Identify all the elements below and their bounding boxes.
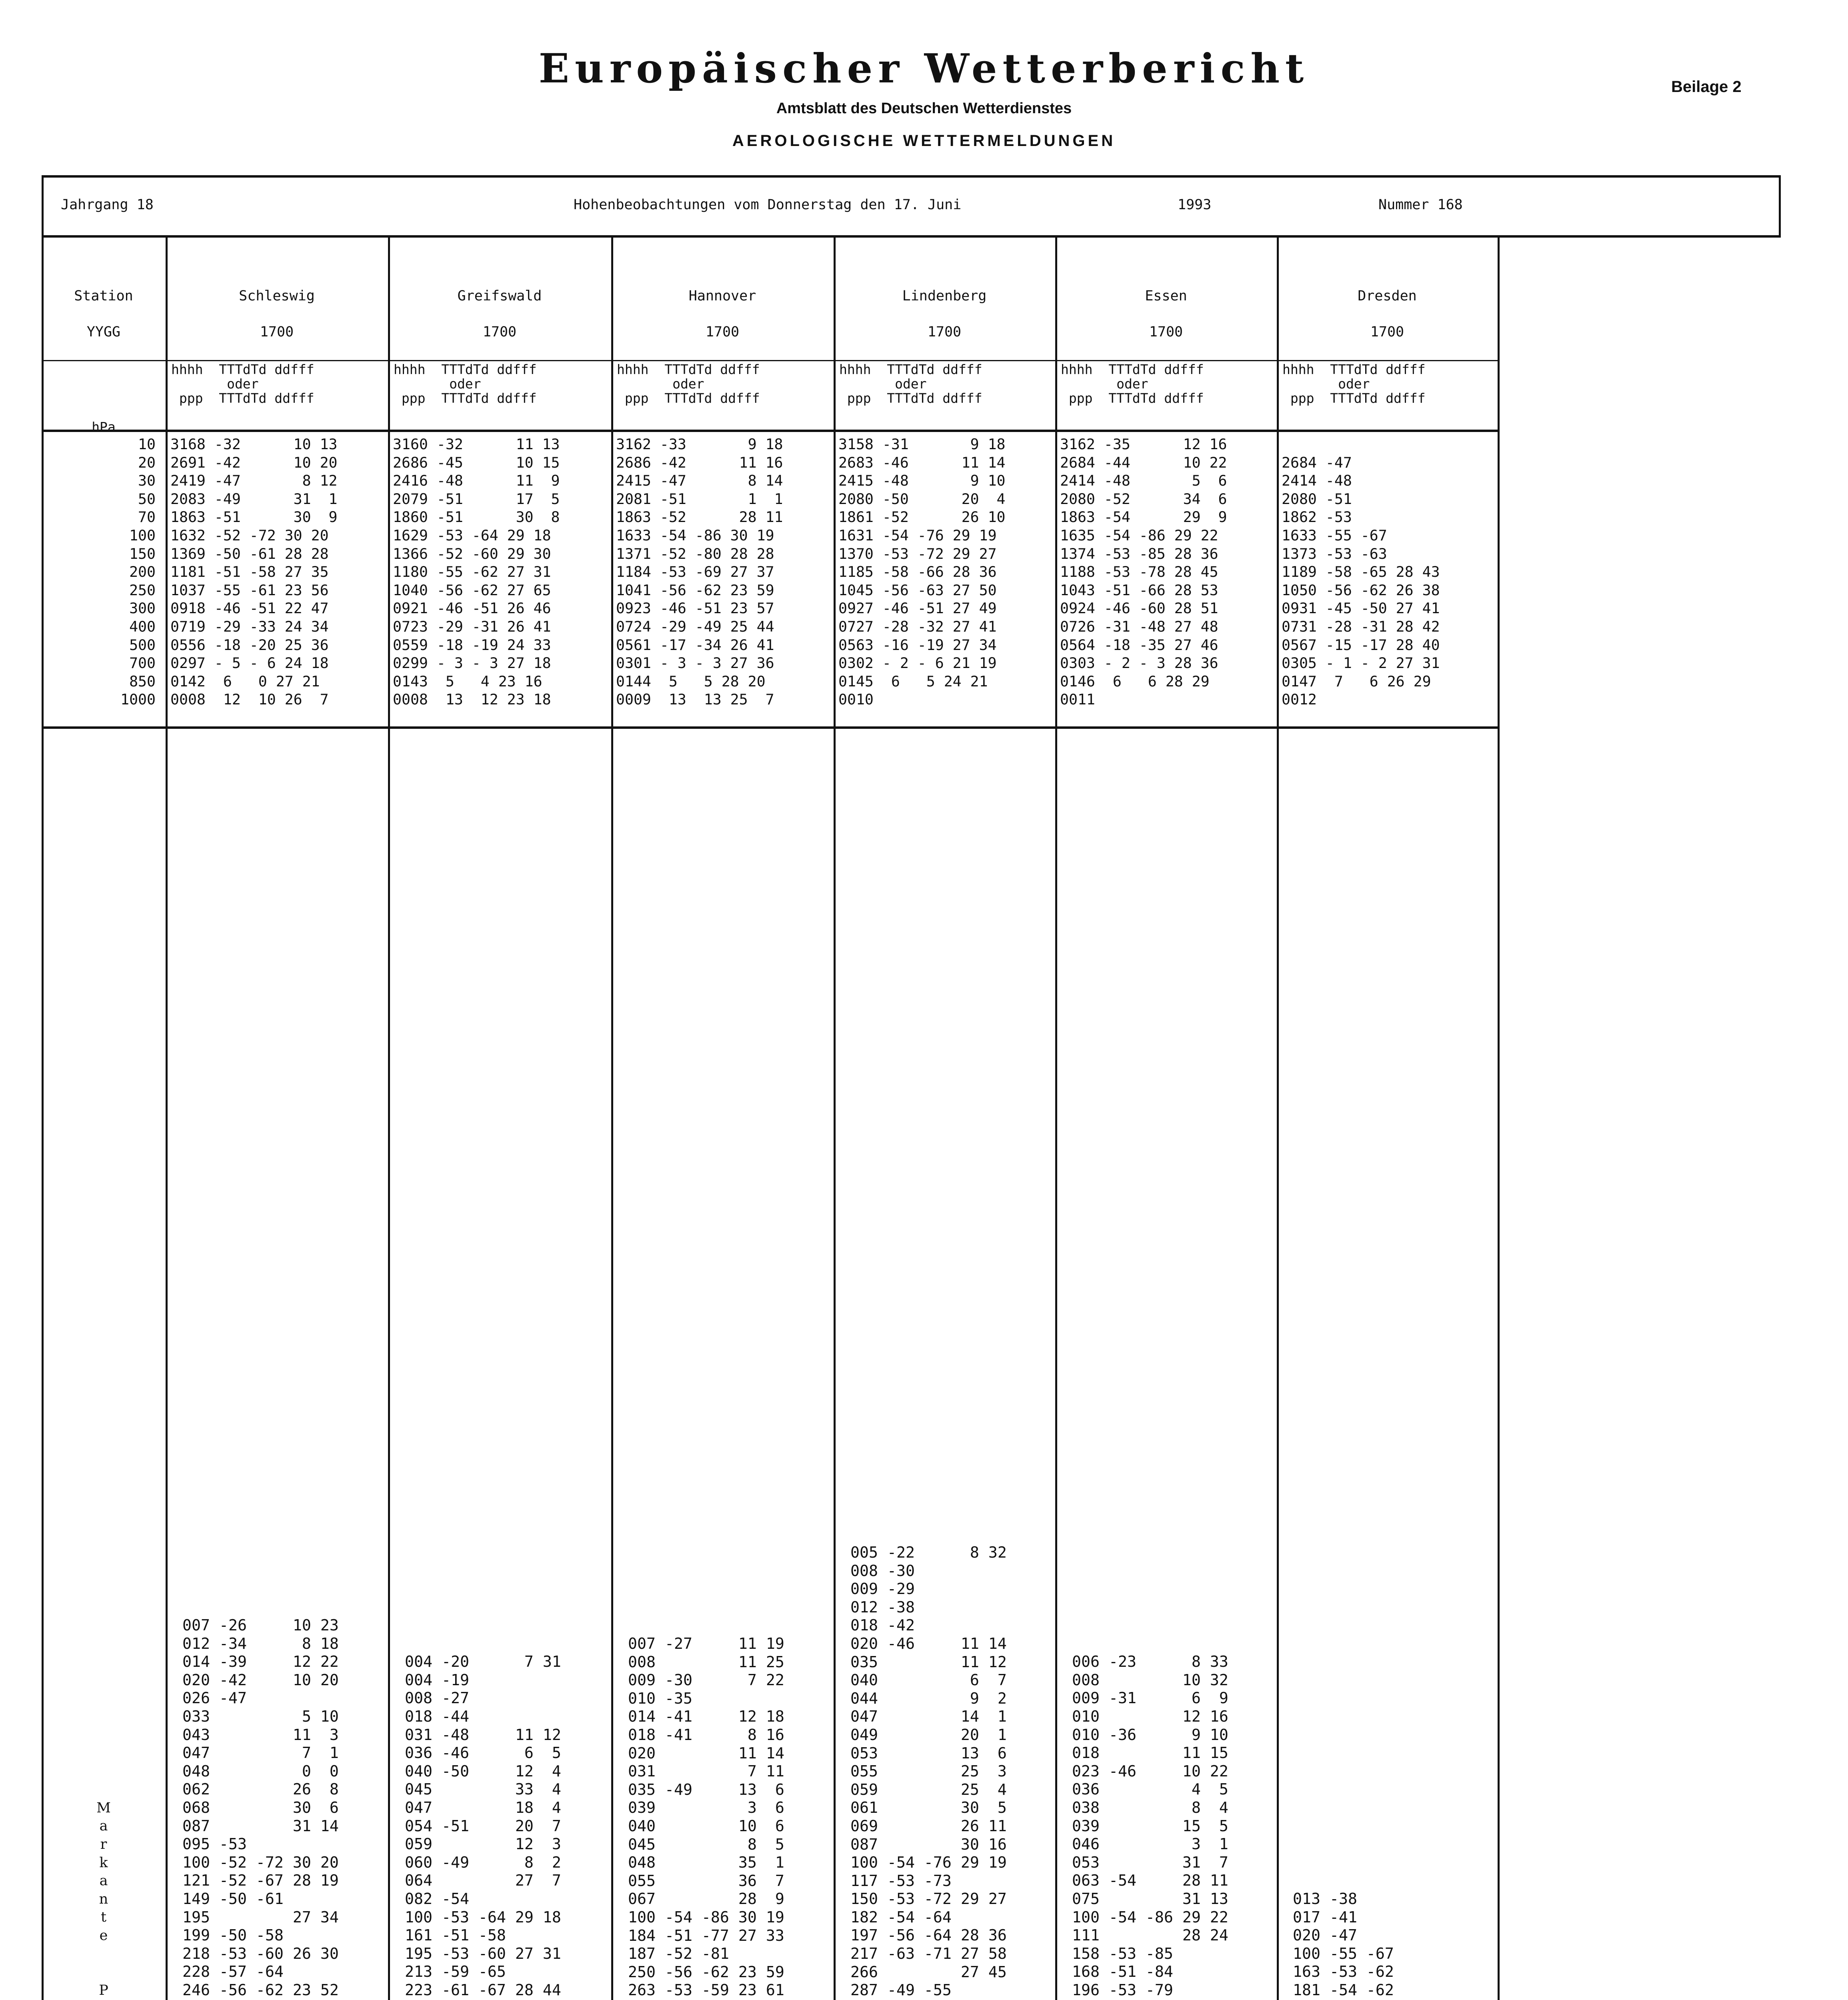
station-label: Station bbox=[74, 288, 133, 304]
rule-col-3 bbox=[611, 235, 613, 2000]
station-time: 1700 bbox=[1370, 324, 1404, 340]
observation-year: 1993 bbox=[1178, 197, 1212, 213]
station-name: Lindenberg bbox=[902, 288, 987, 304]
standard-levels-data: 3158 -31 9 18 2683 -46 11 14 2415 -48 9 10 2080 -50 20 4 1861 -52 26 10 1631 -54 -76 29 19 1370 -53 -72 29 27 1185 -58 -66 28 36 1045 -56 -63 27 50 0927 -46 -51 27 49 0727 -28 -32 27 41 0563 -16 -19 27 34 0302 - 2 - 6 21 19 0145 6 5 24 21 0010 bbox=[838, 436, 1006, 708]
significant-points-data: 007 -26 10 23 012 -34 8 18 014 -39 12 22 020 -42 10 20 026 -47 033 5 10 043 11 3 047 7 1 048 0 0 062 26 8 068 30 6 087 31 14 095 -53 100 -52 -72 30 20 121 -52 -67 28 19 149 -50 -61 195 27 34 199 -50 -58 218 -53 -60 26 30 228 -57 -64 246 -56 -62 23 52 bbox=[182, 1617, 339, 1999]
rule-infobar bbox=[42, 235, 1781, 238]
station-time: 1700 bbox=[927, 324, 962, 340]
code-header: hhhh TTTdTd ddfff oder ppp TTTdTd ddfff bbox=[839, 362, 982, 406]
page-title: Europäischer Wetterbericht bbox=[538, 45, 1310, 92]
section-heading: AEROLOGISCHE WETTERMELDUNGEN bbox=[732, 132, 1116, 150]
yygg-label: YYGG bbox=[86, 324, 121, 340]
observation-description: Hohenbeobachtungen vom Donnerstag den 17. Juni bbox=[574, 197, 962, 213]
rule-col-7 bbox=[1498, 235, 1500, 2000]
station-time: 1700 bbox=[260, 324, 294, 340]
rule-col-5 bbox=[1055, 235, 1057, 2000]
standard-levels-data: 3160 -32 11 13 2686 -45 10 15 2416 -48 11 9 2079 -51 17 5 1860 -51 30 8 1629 -53 -64 29 18 1366 -52 -60 29 30 1180 -55 -62 27 31 1040 -56 -62 27 65 0921 -46 -51 26 46 0723 -29 -31 26 41 0559 -18 -19 24 33 0299 - 3 - 3 27 18 0143 5 4 23 16 0008 13 12 23 18 bbox=[393, 436, 560, 708]
significant-points-data: 007 -27 11 19 008 11 25 009 -30 7 22 010 -35 014 -41 12 18 018 -41 8 16 020 11 14 031 7 11 035 -49 13 6 039 3 6 040 10 6 045 8 5 048 35 1 055 36 7 067 28 9 100 -54 -86 30 19 184 -51 -77 27 33 187 -52 -81 250 -56 -62 23 59 263 -53 -59 23 61 bbox=[628, 1635, 784, 2000]
rule-levels-start bbox=[42, 430, 1498, 432]
code-header: hhhh TTTdTd ddfff oder ppp TTTdTd ddfff bbox=[171, 362, 314, 406]
jahrgang: Jahrgang 18 bbox=[61, 197, 154, 213]
significant-points-data: 006 -23 8 33 008 10 32 009 -31 6 9 010 12 16 010 -36 9 10 018 11 15 023 -46 10 22 036 4 5 038 8 4 039 15 5 046 3 1 053 31 7 063 -54 28 11 075 31 13 100 -54 -86 29 22 111 28 24 158 -53 -85 168 -51 -84 196 -53 -79 bbox=[1072, 1653, 1228, 1999]
marker-letter: a bbox=[99, 1873, 108, 1889]
rule-col-6 bbox=[1277, 235, 1279, 2000]
code-header: hhhh TTTdTd ddfff oder ppp TTTdTd ddfff bbox=[617, 362, 760, 406]
issue-number: Nummer 168 bbox=[1378, 197, 1463, 213]
station-name: Schleswig bbox=[239, 288, 315, 304]
marker-letter: n bbox=[99, 1891, 108, 1907]
station-time: 1700 bbox=[482, 324, 517, 340]
marker-letter: t bbox=[100, 1909, 107, 1925]
significant-points-data: 005 -22 8 32 008 -30 009 -29 012 -38 018 -42 020 -46 11 14 035 11 12 040 6 7 044 9 2 047 14 1 049 20 1 053 13 6 055 25 3 059 25 4 061 30 5 069 26 11 087 30 16 100 -54 -76 29 19 117 -53 -73 150 -53 -72 29 27 182 -54 -64 197 -56 -64 28 36 217 -63 -71 27 58 266 27 45 287 -49 -55 bbox=[850, 1544, 1007, 2000]
code-header: hhhh TTTdTd ddfff oder ppp TTTdTd ddfff bbox=[394, 362, 537, 406]
rule-col-2 bbox=[388, 235, 390, 2000]
marker-letter: P bbox=[99, 1982, 108, 1998]
station-name: Hannover bbox=[688, 288, 756, 304]
marker-letter: r bbox=[100, 1836, 107, 1852]
standard-levels-data: 3162 -33 9 18 2686 -42 11 16 2415 -47 8 14 2081 -51 1 1 1863 -52 28 11 1633 -54 -86 30 19 1371 -52 -80 28 28 1184 -53 -69 27 37 1041 -56 -62 23 59 0923 -46 -51 23 57 0724 -29 -49 25 44 0561 -17 -34 26 41 0301 - 3 - 3 27 36 0144 5 5 28 20 0009 13 13 25 7 bbox=[616, 436, 783, 708]
station-time: 1700 bbox=[1149, 324, 1183, 340]
marker-letter: e bbox=[99, 1928, 108, 1944]
pressure-levels: 10 20 30 50 70 100 150 200 250 300 400 500 700 850 1000 bbox=[120, 436, 156, 708]
station-name: Essen bbox=[1145, 288, 1187, 304]
marker-letter: k bbox=[99, 1855, 108, 1871]
significant-points-data: 013 -38 017 -41 020 -47 100 -55 -67 163 -53 -62 181 -54 -62 bbox=[1293, 1890, 1394, 1999]
code-header: hhhh TTTdTd ddfff oder ppp TTTdTd ddfff bbox=[1282, 362, 1426, 406]
code-header: hhhh TTTdTd ddfff oder ppp TTTdTd ddfff bbox=[1061, 362, 1204, 406]
rule-levels-end bbox=[42, 726, 1498, 729]
standard-levels-data: 2684 -47 2414 -48 2080 -51 1862 -53 1633 -55 -67 1373 -53 -63 1189 -58 -65 28 43 1050 -56 -62 26 38 0931 -45 -50 27 41 0731 -28 -31 28 42 0567 -15 -17 28 40 0305 - 1 - 2 27 31 0147 7 6 26 29 0012 bbox=[1282, 454, 1440, 708]
rule-col-4 bbox=[834, 235, 836, 2000]
marker-letter: M bbox=[96, 1800, 111, 1816]
standard-levels-data: 3168 -32 10 13 2691 -42 10 20 2419 -47 8 12 2083 -49 31 1 1863 -51 30 9 1632 -52 -72 30 20 1369 -50 -61 28 28 1181 -51 -58 27 35 1037 -55 -61 23 56 0918 -46 -51 22 47 0719 -29 -33 24 34 0556 -18 -20 25 36 0297 - 5 - 6 24 18 0142 6 0 27 21 0008 12 10 26 7 bbox=[170, 436, 338, 708]
beilage-label: Beilage 2 bbox=[1671, 78, 1742, 96]
hpa-label: hPa bbox=[92, 419, 116, 435]
rule-col-1 bbox=[166, 235, 168, 2000]
station-name: Dresden bbox=[1358, 288, 1417, 304]
page-subtitle: Amtsblatt des Deutschen Wetterdienstes bbox=[776, 100, 1072, 117]
rule-right bbox=[1779, 175, 1781, 235]
rule-top bbox=[42, 175, 1781, 178]
station-name: Greifswald bbox=[457, 288, 542, 304]
rule-station-header bbox=[42, 360, 1498, 361]
report-table bbox=[42, 175, 1781, 2000]
station-time: 1700 bbox=[705, 324, 740, 340]
standard-levels-data: 3162 -35 12 16 2684 -44 10 22 2414 -48 5 6 2080 -52 34 6 1863 -54 29 9 1635 -54 -86 29 22 1374 -53 -85 28 36 1188 -53 -78 28 45 1043 -51 -66 28 53 0924 -46 -60 28 51 0726 -31 -48 27 48 0564 -18 -35 27 46 0303 - 2 - 3 28 36 0146 6 6 28 29 0011 bbox=[1060, 436, 1227, 708]
significant-points-data: 004 -20 7 31 004 -19 008 -27 018 -44 031 -48 11 12 036 -46 6 5 040 -50 12 4 045 33 4 047 18 4 054 -51 20 7 059 12 3 060 -49 8 2 064 27 7 082 -54 100 -53 -64 29 18 161 -51 -58 195 -53 -60 27 31 213 -59 -65 223 -61 -67 28 44 bbox=[405, 1653, 561, 1999]
marker-letter: a bbox=[99, 1818, 108, 1834]
